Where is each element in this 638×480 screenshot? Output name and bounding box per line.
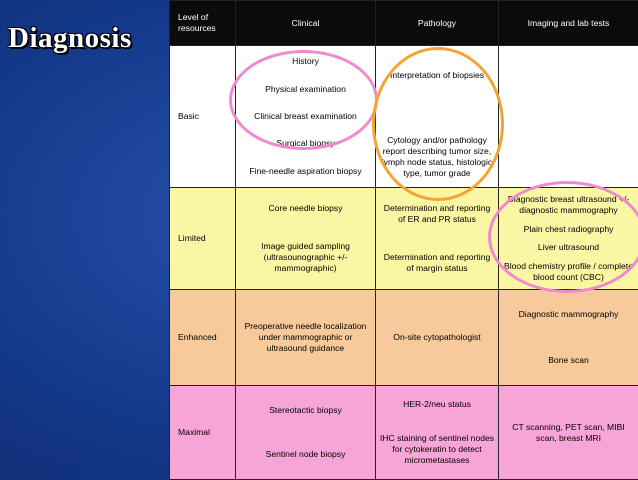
list-item: Physical examination (239, 84, 372, 95)
pathology-cell-limited (376, 188, 499, 290)
level-label-limited: Limited (170, 188, 236, 290)
table-row-maximal (170, 386, 638, 480)
list-item: Surgical biopsy (239, 138, 372, 149)
list-item: Interpretation of biopsies (379, 70, 495, 81)
imaging-cell-enhanced (499, 290, 638, 386)
list-item: IHC staining of sentinel nodes for cytokeratin to detect micrometastases (379, 433, 495, 466)
list-item: Determination and reporting of margin status (379, 252, 495, 274)
list-item: Plain chest radiography (502, 224, 635, 235)
list-item: Cytology and/or pathology report describing tumor size, lymph node status, histologic type, tumor grade (379, 135, 495, 179)
imaging-cell-maximal (499, 386, 638, 480)
list-item: Diagnostic mammography (502, 309, 635, 320)
list-item: Liver ultrasound (502, 242, 635, 253)
level-label-enhanced: Enhanced (170, 290, 236, 386)
header-imaging: Imaging and lab tests (499, 1, 638, 46)
pathology-cell-basic (376, 46, 499, 188)
list-item: Clinical breast examination (239, 111, 372, 122)
header-level: Level of resources (170, 1, 236, 46)
list-item: Diagnostic breast ultrasound +/- diagnostic mammography (502, 194, 635, 216)
list-item: CT scanning, PET scan, MIBI scan, breast MRI (502, 422, 635, 444)
table-row-basic (170, 46, 638, 188)
list-item: Image guided sampling (ultrasounographic +/- mammographic) (239, 241, 372, 274)
pathology-cell-maximal (376, 386, 499, 480)
level-label-maximal: Maximal (170, 386, 236, 480)
level-label-basic: Basic (170, 46, 236, 188)
list-item: Fine-needle aspiration biopsy (239, 166, 372, 177)
list-item: Blood chemistry profile / complete blood count (CBC) (502, 261, 635, 283)
clinical-cell-limited (236, 188, 376, 290)
slide-title: Diagnosis (8, 22, 132, 55)
clinical-cell-maximal (236, 386, 376, 480)
imaging-cell-basic (499, 46, 638, 188)
clinical-cell-enhanced (236, 290, 376, 386)
clinical-cell-basic (236, 46, 376, 188)
table-row-limited (170, 188, 638, 290)
list-item: On-site cytopathologist (379, 332, 495, 343)
list-item: Determination and reporting of ER and PR status (379, 203, 495, 225)
list-item: Core needle biopsy (239, 203, 372, 214)
resource-table (169, 0, 638, 480)
list-item: Sentinel node biopsy (239, 449, 372, 460)
list-item: Preoperative needle localization under mammographic or ultrasound guidance (239, 321, 372, 354)
table-row-enhanced (170, 290, 638, 386)
header-row (170, 1, 638, 46)
header-clinical: Clinical (236, 1, 376, 46)
list-item: Bone scan (502, 355, 635, 366)
header-pathology: Pathology (376, 1, 499, 46)
imaging-cell-limited (499, 188, 638, 290)
pathology-cell-enhanced (376, 290, 499, 386)
list-item: Stereotactic biopsy (239, 405, 372, 416)
list-item: HER-2/neu status (379, 399, 495, 410)
list-item: History (239, 56, 372, 67)
